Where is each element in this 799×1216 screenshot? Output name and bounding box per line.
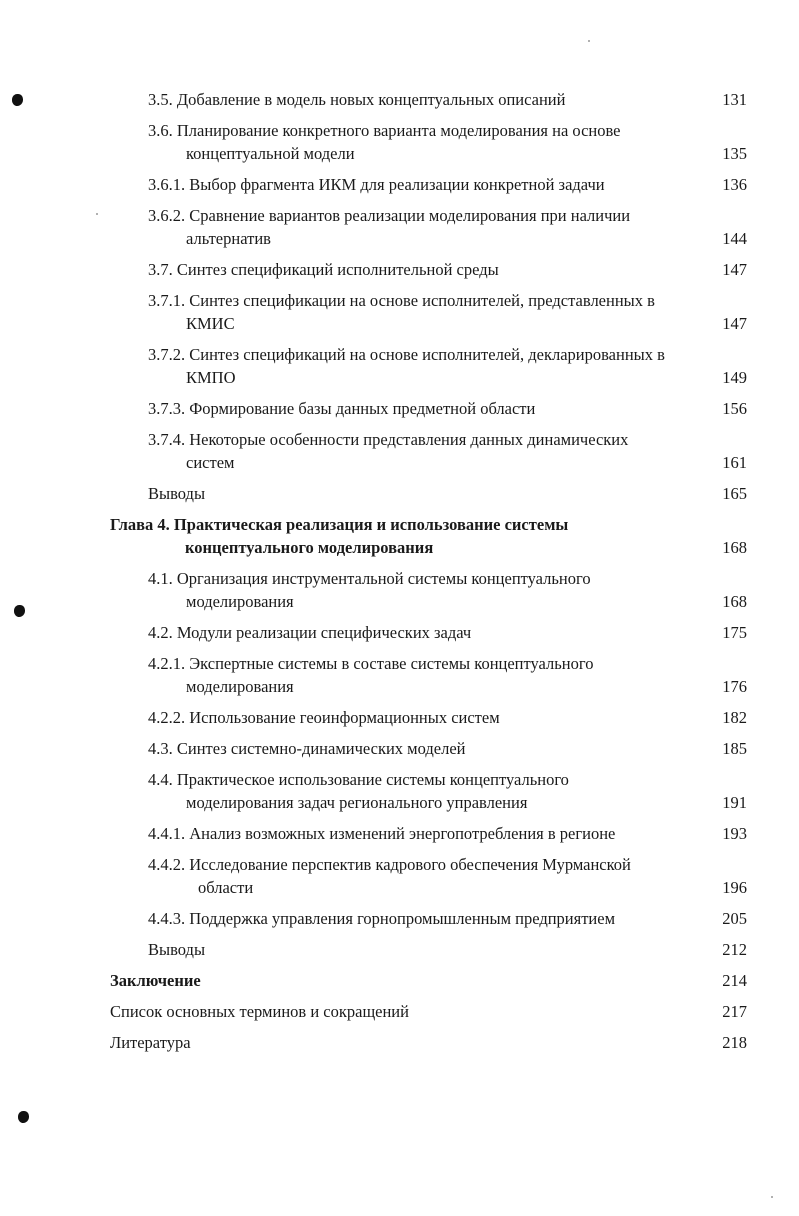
toc-entry-title: 3.6.1. Выбор фрагмента ИКМ для реализации конкретной задачи xyxy=(148,175,605,194)
toc-entry-4-1[interactable] xyxy=(0,567,799,613)
toc-page-number: 182 xyxy=(722,708,747,727)
toc-page-number: 144 xyxy=(722,229,747,248)
toc-entry-4-3[interactable] xyxy=(0,737,799,760)
toc-page-number: 147 xyxy=(722,314,747,333)
toc-entry-title: 3.7.3. Формирование базы данных предметной области xyxy=(148,399,536,418)
scan-speck xyxy=(771,1196,773,1198)
toc-entry-3-7-3[interactable] xyxy=(0,397,799,420)
toc-entry-title: Выводы xyxy=(148,484,206,503)
toc-page-number: 131 xyxy=(722,90,747,109)
toc-entry-title-continued: альтернатив xyxy=(186,229,271,248)
toc-page-number: 156 xyxy=(722,399,747,418)
toc-entry-title-continued: моделирования xyxy=(186,592,294,611)
toc-entry-title: Выводы xyxy=(148,940,206,959)
toc-entry-chapter-4[interactable] xyxy=(0,513,799,559)
toc-entry-title: 3.6. Планирование конкретного варианта моделирования на основе xyxy=(148,121,621,140)
toc-page-number: 217 xyxy=(722,1002,747,1021)
toc-entry-3-7-1[interactable] xyxy=(0,289,799,335)
toc-entry-title: 4.1. Организация инструментальной системы концептуального xyxy=(148,569,591,588)
scan-speck xyxy=(588,40,590,42)
toc-entry-title: 3.7.2. Синтез спецификаций на основе исполнителей, декларированных в xyxy=(148,345,665,364)
toc-page-number: 161 xyxy=(722,453,747,472)
toc-entry-3-6-2[interactable] xyxy=(0,204,799,250)
toc-entry-title: 4.4.2. Исследование перспектив кадрового обеспечения Мурманской xyxy=(148,855,631,874)
toc-entry-title: 3.5. Добавление в модель новых концептуальных описаний xyxy=(148,90,566,109)
toc-page-number: 165 xyxy=(722,484,747,503)
toc-section-title: Литература xyxy=(110,1033,191,1052)
toc-entry-title: 4.2. Модули реализации специфических задач xyxy=(148,623,472,642)
toc-entry-4-2[interactable] xyxy=(0,621,799,644)
toc-entry-3-6[interactable] xyxy=(0,119,799,165)
toc-entry-title: 3.6.2. Сравнение вариантов реализации моделирования при наличии xyxy=(148,206,631,225)
toc-entry-4-4[interactable] xyxy=(0,768,799,814)
toc-entry-3-7-2[interactable] xyxy=(0,343,799,389)
toc-entry-title-continued: области xyxy=(198,878,254,897)
toc-page-number: 196 xyxy=(722,878,747,897)
toc-page-number: 135 xyxy=(722,144,747,163)
toc-page-number: 175 xyxy=(722,623,747,642)
toc-entry-title-continued: систем xyxy=(186,453,235,472)
toc-chapter-title-continued: концептуального моделирования xyxy=(185,538,434,557)
toc-page-number: 168 xyxy=(722,538,747,557)
toc-entry-4-4-3[interactable] xyxy=(0,907,799,930)
toc-entry-chapter3-conclusions[interactable] xyxy=(0,482,799,505)
toc-entry-glossary[interactable] xyxy=(0,1000,799,1023)
toc-page-number: 176 xyxy=(722,677,747,696)
toc-section-title: Заключение xyxy=(110,971,201,990)
toc-entry-title: 3.7.4. Некоторые особенности представления данных динамических xyxy=(148,430,629,449)
toc-entry-title-continued: концептуальной модели xyxy=(186,144,355,163)
toc-page-number: 218 xyxy=(722,1033,747,1052)
toc-page-number: 205 xyxy=(722,909,747,928)
toc-page-number: 191 xyxy=(722,793,747,812)
toc-entry-title-continued: КМИС xyxy=(186,314,235,333)
toc-entry-title: 3.7.1. Синтез спецификации на основе исполнителей, представленных в xyxy=(148,291,655,310)
toc-page-number: 212 xyxy=(722,940,747,959)
toc-entry-title: 3.7. Синтез спецификаций исполнительной среды xyxy=(148,260,499,279)
toc-page-number: 193 xyxy=(722,824,747,843)
toc-entry-title-continued: КМПО xyxy=(186,368,236,387)
toc-entry-references[interactable] xyxy=(0,1031,799,1054)
toc-entry-title: 4.4. Практическое использование системы концептуального xyxy=(148,770,569,789)
toc-entry-3-6-1[interactable] xyxy=(0,173,799,196)
toc-entry-4-2-2[interactable] xyxy=(0,706,799,729)
toc-entry-4-2-1[interactable] xyxy=(0,652,799,698)
toc-page-number: 185 xyxy=(722,739,747,758)
toc-page-number: 168 xyxy=(722,592,747,611)
toc-entry-title: 4.2.2. Использование геоинформационных систем xyxy=(148,708,500,727)
toc-entry-title-continued: моделирования задач регионального управления xyxy=(186,793,528,812)
table-of-contents xyxy=(0,88,799,1062)
toc-chapter-title: Глава 4. Практическая реализация и использование системы xyxy=(110,515,569,534)
toc-section-title: Список основных терминов и сокращений xyxy=(110,1002,409,1021)
toc-entry-conclusion[interactable] xyxy=(0,969,799,992)
punch-hole-mark xyxy=(18,1111,29,1123)
toc-entry-title: 4.4.1. Анализ возможных изменений энергопотребления в регионе xyxy=(148,824,616,843)
toc-entry-4-4-2[interactable] xyxy=(0,853,799,899)
toc-entry-title: 4.3. Синтез системно-динамических моделей xyxy=(148,739,466,758)
toc-entry-4-4-1[interactable] xyxy=(0,822,799,845)
toc-entry-3-5[interactable] xyxy=(0,88,799,111)
toc-entry-3-7[interactable] xyxy=(0,258,799,281)
toc-page-number: 149 xyxy=(722,368,747,387)
toc-page-number: 214 xyxy=(722,971,747,990)
toc-page-number: 147 xyxy=(722,260,747,279)
toc-entry-title: 4.4.3. Поддержка управления горнопромышленным предприятием xyxy=(148,909,616,928)
toc-entry-title-continued: моделирования xyxy=(186,677,294,696)
toc-entry-3-7-4[interactable] xyxy=(0,428,799,474)
toc-entry-chapter4-conclusions[interactable] xyxy=(0,938,799,961)
toc-entry-title: 4.2.1. Экспертные системы в составе системы концептуального xyxy=(148,654,594,673)
toc-page-number: 136 xyxy=(722,175,747,194)
